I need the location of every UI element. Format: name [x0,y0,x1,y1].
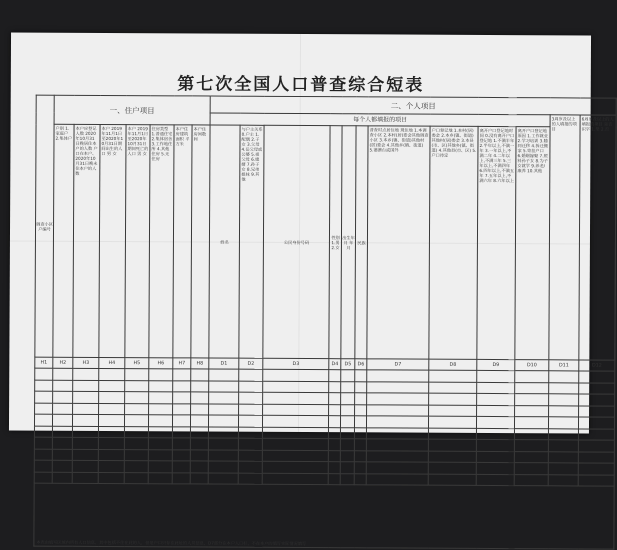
entry-cell[interactable] [172,438,190,450]
entry-cell[interactable] [548,440,578,452]
entry-cell[interactable] [148,426,172,438]
entry-cell[interactable] [208,473,238,485]
entry-cell[interactable] [476,439,514,451]
entry-cell[interactable] [355,370,367,382]
entry-cell[interactable] [341,416,355,428]
census-table-wrapper [33,95,614,550]
entry-cell[interactable] [238,427,262,439]
col-head-d1: 姓名 [209,125,240,358]
entry-cell[interactable] [514,451,548,463]
entry-cell[interactable] [239,381,263,393]
entry-cell[interactable] [72,449,98,461]
entry-cell[interactable] [367,393,429,405]
entry-cell[interactable] [340,427,354,439]
code-h5: H5 [125,358,149,369]
entry-cell[interactable] [429,416,477,428]
entry-cell[interactable] [149,392,173,404]
col-head-d4: 性别 1.男 2.女 [329,126,342,359]
col-head-h3: 本户应登记人数 2020年10月31日晚居住本户的人数 户口在本户、2020年10月31日晚未住本户的人数 [73,124,100,357]
entry-cell[interactable] [52,414,72,426]
entry-cell[interactable] [429,370,477,382]
entry-cell[interactable] [124,449,148,461]
entry-cell[interactable] [262,450,328,462]
entry-cell[interactable] [98,472,124,484]
entry-cell[interactable] [579,405,615,417]
entry-cell[interactable] [328,473,340,485]
entry-cell[interactable] [208,438,238,450]
entry-cell[interactable] [190,449,208,461]
entry-cell[interactable] [53,380,73,392]
entry-cell[interactable] [263,415,329,427]
code-d3: D3 [263,358,329,369]
entry-cell[interactable] [515,405,549,417]
entry-cell[interactable] [514,440,548,452]
data-rows [34,368,615,486]
entry-cell[interactable] [341,404,355,416]
entry-cell[interactable] [262,473,328,485]
entry-cell[interactable] [340,450,354,462]
entry-cell[interactable] [354,427,366,439]
entry-cell[interactable] [125,392,149,404]
entry-cell[interactable] [328,450,340,462]
entry-cell[interactable] [73,391,99,403]
entry-cell[interactable] [98,460,124,472]
entry-cell[interactable] [428,428,476,440]
entry-cell[interactable] [148,415,172,427]
entry-cell[interactable] [125,369,149,381]
entry-cell[interactable] [72,460,98,472]
code-d5: D5 [341,359,355,370]
entry-cell[interactable] [340,473,354,485]
entry-cell[interactable] [340,439,354,451]
entry-cell[interactable] [263,404,329,416]
entry-cell[interactable] [515,382,549,394]
code-d2: D2 [239,358,263,369]
entry-cell[interactable] [548,463,578,475]
entry-cell[interactable] [428,462,476,474]
entry-cell[interactable] [354,462,366,474]
entry-cell[interactable] [149,403,173,415]
entry-cell[interactable] [549,417,579,429]
entry-cell[interactable] [53,368,73,380]
entry-cell[interactable] [341,370,355,382]
entry-cell[interactable] [191,403,209,415]
entry-cell[interactable] [549,405,579,417]
entry-cell[interactable] [173,380,191,392]
entry-cell[interactable] [72,472,98,484]
entry-cell[interactable] [99,391,125,403]
entry-cell[interactable] [578,451,614,463]
entry-cell[interactable] [549,371,579,383]
entry-cell[interactable] [354,439,366,451]
entry-cell[interactable] [262,438,328,450]
entry-cell[interactable] [34,472,52,484]
col-head-d10: 离开户口登记地原因 1.工作就业 2.学习培训 3.随同迁移 4.拆迁搬家 5.寄挂户口 6.婚姻嫁娶 7.照料孙子女 8.为子女就学 9.养老/康养 10.其他 [515,127,550,360]
entry-cell[interactable] [477,393,515,405]
entry-cell[interactable] [476,462,514,474]
entry-cell[interactable] [579,382,615,394]
entry-cell[interactable] [548,451,578,463]
entry-cell[interactable] [52,449,72,461]
entry-cell[interactable] [34,426,52,438]
col-head-d7: 普查时点居住地 现住地 1.本调查小区 2.本村(居)委会其他调查小区 3.本乡(镇、街道)其他村(居)委会 4.其他乡(镇、街道) 5.港澳台或国外 [367,126,430,359]
entry-cell[interactable] [125,403,149,415]
code-d4: D4 [329,359,341,370]
col-head-d5: 出生年月 年 月 [341,126,356,359]
entry-cell[interactable] [514,428,548,440]
entry-cell[interactable] [208,450,238,462]
entry-cell[interactable] [329,381,341,393]
census-table [33,95,616,550]
entry-cell[interactable] [366,450,428,462]
entry-cell[interactable] [98,414,124,426]
entry-cell[interactable] [238,438,262,450]
col-head-h7: 本户住房建筑面积 平方米 [173,125,192,358]
entry-cell[interactable] [34,437,52,449]
entry-cell[interactable] [173,403,191,415]
entry-cell[interactable] [355,381,367,393]
entry-cell[interactable] [124,438,148,450]
entry-cell[interactable] [239,392,263,404]
entry-cell[interactable] [354,450,366,462]
entry-cell[interactable] [99,403,125,415]
entry-cell[interactable] [579,394,615,406]
entry-cell[interactable] [578,428,614,440]
entry-cell[interactable] [429,382,477,394]
entry-cell[interactable] [428,439,476,451]
code-d1: D1 [209,358,239,369]
entry-cell[interactable] [477,382,515,394]
code-h2: H2 [53,357,73,368]
entry-cell[interactable] [428,474,476,486]
entry-cell[interactable] [35,403,53,415]
entry-cell[interactable] [191,380,209,392]
entry-cell[interactable] [172,461,190,473]
entry-cell[interactable] [329,393,341,405]
entry-cell[interactable] [124,461,148,473]
entry-cell[interactable] [52,460,72,472]
entry-cell[interactable] [190,472,208,484]
entry-cell[interactable] [148,472,172,484]
entry-cell[interactable] [549,394,579,406]
entry-cell[interactable] [329,370,341,382]
entry-cell[interactable] [124,426,148,438]
form-title: 第七次全国人口普查综合短表 [177,74,425,96]
entry-cell[interactable] [367,404,429,416]
col-head-d11: 3周岁及以上的人填报的项目 [549,115,580,360]
entry-cell[interactable] [578,440,614,452]
col-head-h8: 本户住房间数 间 [191,125,210,358]
entry-cell[interactable] [354,473,366,485]
entry-cell[interactable] [73,403,99,415]
entry-cell[interactable] [191,369,209,381]
code-d12: D12 [579,360,615,371]
entry-cell[interactable] [515,417,549,429]
entry-cell[interactable] [263,381,329,393]
entry-cell[interactable] [125,380,149,392]
entry-cell[interactable] [579,371,615,383]
entry-cell[interactable] [35,368,53,380]
entry-cell[interactable] [148,449,172,461]
entry-cell[interactable] [515,371,549,383]
group-person-header: 二、个人项目 [210,96,616,115]
entry-cell[interactable] [579,417,615,429]
entry-cell[interactable] [367,381,429,393]
entry-cell[interactable] [548,474,578,486]
entry-cell[interactable] [477,416,515,428]
entry-cell[interactable] [52,426,72,438]
entry-cell[interactable] [366,427,428,439]
entry-cell[interactable] [262,461,328,473]
col-head-d3: 公民身份号码 [263,125,330,358]
col-head-h4: 本户 2019年11月1日至2020年10月31日期间出生的人口 男 女 [99,124,126,357]
entry-cell[interactable] [476,451,514,463]
entry-cell[interactable] [263,369,329,381]
entry-cell[interactable] [149,380,173,392]
entry-cell[interactable] [73,380,99,392]
entry-cell[interactable] [238,450,262,462]
entry-cell[interactable] [209,404,239,416]
entry-cell[interactable] [34,460,52,472]
entry-cell[interactable] [515,394,549,406]
entry-cell[interactable] [208,461,238,473]
entry-cell[interactable] [53,391,73,403]
entry-cell[interactable] [72,437,98,449]
code-h1: H1 [35,357,53,368]
entry-cell[interactable] [209,369,239,381]
entry-cell[interactable] [329,416,341,428]
entry-cell[interactable] [52,472,72,484]
entry-cell[interactable] [340,462,354,474]
entry-cell[interactable] [34,449,52,461]
entry-cell[interactable] [99,368,125,380]
entry-cell[interactable] [367,370,429,382]
entry-cell[interactable] [52,437,72,449]
entry-cell[interactable] [98,426,124,438]
group-person-subheader: 每个人都填报的项目 [210,113,550,127]
col-head-d2: 与户主关系 0.户主 1.配偶 2.子女 3.父母 4.岳父母或公婆 5.祖父母 6.媳婿 7.孙子女 8.兄弟姐妹 9.其他 [239,125,264,358]
entry-cell[interactable] [238,473,262,485]
entry-cell[interactable] [548,428,578,440]
entry-cell[interactable] [355,416,367,428]
entry-cell[interactable] [190,438,208,450]
entry-cell[interactable] [73,368,99,380]
entry-cell[interactable] [355,404,367,416]
entry-cell[interactable] [328,439,340,451]
entry-cell[interactable] [428,451,476,463]
entry-cell[interactable] [124,415,148,427]
code-d11: D11 [549,360,579,371]
entry-cell[interactable] [34,414,52,426]
form-footnote: 本表由填写区域内所有人口信息，其中包括不住在此的人，但是户口只存在此址的人员信息，D7部分在本户人口栏，不在本户的填写实际情况填写 [34,483,614,549]
entry-cell[interactable] [328,462,340,474]
entry-cell[interactable] [148,438,172,450]
entry-cell[interactable] [173,392,191,404]
entry-cell[interactable] [35,391,53,403]
entry-cell[interactable] [578,463,614,475]
entry-cell[interactable] [190,461,208,473]
entry-cell[interactable] [239,415,263,427]
entry-cell[interactable] [98,449,124,461]
entry-cell[interactable] [355,393,367,405]
entry-cell[interactable] [238,461,262,473]
entry-cell[interactable] [366,462,428,474]
entry-cell[interactable] [209,415,239,427]
entry-cell[interactable] [549,382,579,394]
entry-cell[interactable] [172,415,190,427]
entry-cell[interactable] [341,381,355,393]
entry-cell[interactable] [172,426,190,438]
entry-cell[interactable] [477,405,515,417]
entry-cell[interactable] [239,369,263,381]
entry-cell[interactable] [578,474,614,486]
code-h6: H6 [149,358,173,369]
entry-cell[interactable] [477,370,515,382]
code-d9: D9 [477,359,515,370]
entry-cell[interactable] [172,472,190,484]
col-head-h5: 本户 2019年11月1日至2020年10月31日期间死亡的人口 男 女 [125,125,150,358]
entry-cell[interactable] [476,474,514,486]
entry-cell[interactable] [35,380,53,392]
entry-cell[interactable] [209,381,239,393]
code-h3: H3 [73,357,99,368]
entry-cell[interactable] [149,369,173,381]
code-d8: D8 [429,359,477,370]
entry-cell[interactable] [366,439,428,451]
entry-cell[interactable] [476,428,514,440]
entry-cell[interactable] [190,426,208,438]
entry-cell[interactable] [328,427,340,439]
entry-cell[interactable] [209,392,239,404]
entry-cell[interactable] [72,414,98,426]
entry-cell[interactable] [124,472,148,484]
entry-cell[interactable] [172,449,190,461]
col-head-h1: 调查小区户编号 [35,95,54,357]
entry-cell[interactable] [53,403,73,415]
col-head-d12: 6周岁及以上的人填报的项目 是否识字 1.是 2.否 [579,115,616,360]
entry-cell[interactable] [366,473,428,485]
group-household-header: 一、住户项目 [54,95,210,125]
entry-cell[interactable] [429,405,477,417]
census-form-sheet [9,32,614,547]
col-head-d8: 户口登记地 1.本村(居)委会 2.本乡(镇、街道)其他村(居)委会 3.本县(市、区)其他乡(镇、街道) 4.其他县(市、区) 5.户口待定 [429,126,478,359]
entry-cell[interactable] [191,392,209,404]
entry-cell[interactable] [239,404,263,416]
col-head-d9: 离开户口登记地时间 0.没有离开户口登记地 1.不满半年 2.半年以上,不满一年 3.一年以上,不满二年 4.二年以上,不满三年 5.三年以上,不满四年 6.四年以上,不满五年 7.五年以上,不满六年 8.六年以上 [477,126,516,359]
entry-cell[interactable] [429,393,477,405]
entry-cell[interactable] [263,392,329,404]
col-head-h6: 住房类型 1.普通住宅 2.集体宿舍 3.工作地住所 4.其他住房 5.无住房 [149,125,174,358]
entry-cell[interactable] [514,474,548,486]
entry-cell[interactable] [72,426,98,438]
code-h4: H4 [99,357,125,368]
col-head-h2: 户别 1.家庭户 2.集体户 [53,124,74,357]
entry-cell[interactable] [148,461,172,473]
code-d10: D10 [515,360,549,371]
entry-cell[interactable] [514,463,548,475]
code-d7: D7 [367,359,429,370]
code-h8: H8 [191,358,209,369]
entry-cell[interactable] [341,393,355,405]
code-d6: D6 [355,359,367,370]
code-h7: H7 [173,358,191,369]
entry-cell[interactable] [190,415,208,427]
entry-cell[interactable] [329,404,341,416]
entry-cell[interactable] [367,416,429,428]
entry-cell[interactable] [98,437,124,449]
entry-cell[interactable] [262,427,328,439]
entry-cell[interactable] [173,369,191,381]
entry-cell[interactable] [99,380,125,392]
col-head-d6: 民族 [355,126,368,359]
entry-cell[interactable] [208,427,238,439]
